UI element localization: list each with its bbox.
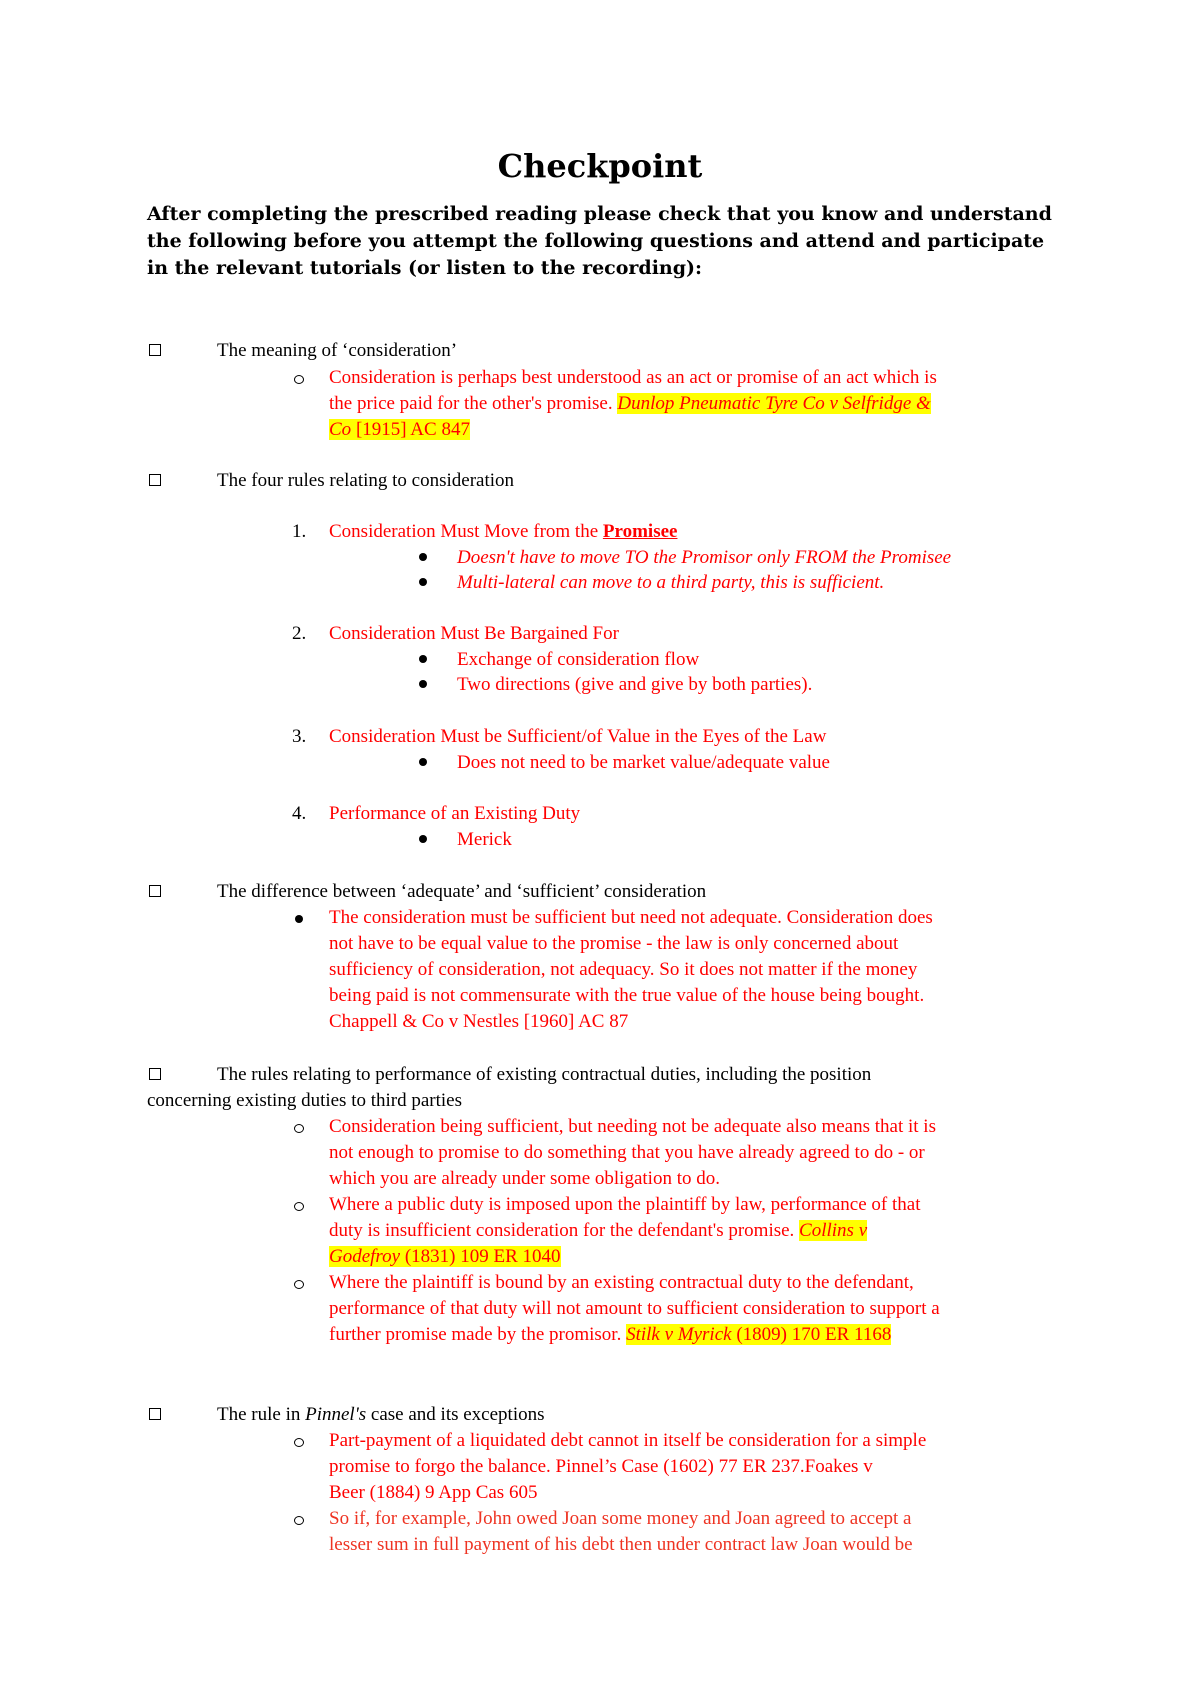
- rule-1: [329, 519, 677, 545]
- pinnel-point-2-line-1: So if, for example, John owed Joan some money and Joan agreed to accept a: [329, 1508, 912, 1529]
- adequacy-text-line-2: not have to be equal value to the promise - the law is only concerned about: [329, 933, 899, 954]
- consideration-definition-line-2: [329, 391, 931, 417]
- existing-duty-point-2-line-3: [329, 1244, 561, 1270]
- consideration-definition-line-1: Consideration is perhaps best understood as an act or promise of an act which is: [329, 367, 937, 388]
- intro-paragraph: After completing the prescribed reading please check that you know and understand the following before you attempt the following questions and attend and participate in the relevant tutorials (or listen to the recording):: [147, 203, 1052, 279]
- case-citation-collins-cont: Godefroy: [329, 1246, 401, 1267]
- circle-bullet-icon: [294, 375, 304, 384]
- bullet-icon: [419, 680, 427, 688]
- existing-duty-point-2-text: duty is insufficient consideration for the defendant's promise.: [329, 1220, 800, 1241]
- case-citation-dunlop-ref: [1915] AC 847: [351, 419, 470, 440]
- checkbox-icon[interactable]: [149, 344, 161, 356]
- pinnel-point-1-line-2: promise to forgo the balance. Pinnel’s Case (1602) 77 ER 237.Foakes v: [329, 1456, 873, 1477]
- existing-duty-point-1-line-3: which you are already under some obligation to do.: [329, 1168, 720, 1189]
- adequacy-text-line-3: sufficiency of consideration, not adequacy. So it does not matter if the money: [329, 959, 918, 980]
- heading-case-name: Pinnel's: [305, 1404, 367, 1425]
- rule-2-sub-1: Exchange of consideration flow: [457, 649, 700, 670]
- rule-number: 4.: [292, 803, 307, 824]
- section-heading-pinnels-case: [217, 1402, 545, 1428]
- existing-duty-point-3-text: further promise made by the promisor.: [329, 1324, 627, 1345]
- bullet-icon: [419, 835, 427, 843]
- rule-4: Performance of an Existing Duty: [329, 803, 581, 824]
- rule-1-sub-1: Doesn't have to move TO the Promisor only FROM the Promisee: [457, 547, 952, 568]
- existing-duty-point-1-line-2: not enough to promise to do something that you have already agreed to do - or: [329, 1142, 925, 1163]
- adequacy-text-line-4: being paid is not commensurate with the true value of the house being bought.: [329, 985, 925, 1006]
- rule-1-text: Consideration Must Move from the: [329, 521, 603, 542]
- circle-bullet-icon: [294, 1124, 304, 1133]
- section-heading-adequate-sufficient: The difference between ‘adequate’ and ‘sufficient’ consideration: [217, 881, 707, 902]
- case-citation-dunlop: Dunlop Pneumatic Tyre Co v Selfridge &: [617, 393, 931, 414]
- existing-duty-point-1-line-1: Consideration being sufficient, but needing not be adequate also means that it is: [329, 1116, 936, 1137]
- heading-text: The rule in: [217, 1404, 306, 1425]
- rule-number: 2.: [292, 623, 307, 644]
- case-citation-collins-ref: (1831) 109 ER 1040: [400, 1246, 561, 1267]
- bullet-icon: [419, 553, 427, 561]
- rule-number: 1.: [292, 521, 307, 542]
- adequacy-text-line-5: Chappell & Co v Nestles [1960] AC 87: [329, 1011, 629, 1032]
- case-citation-stilk-ref: (1809) 170 ER 1168: [731, 1324, 892, 1345]
- checkbox-icon[interactable]: [149, 885, 161, 897]
- bullet-icon: [419, 578, 427, 586]
- case-citation-collins: Collins v: [799, 1220, 868, 1241]
- existing-duty-point-3-line-2: performance of that duty will not amount to sufficient consideration to support a: [329, 1298, 940, 1319]
- rule-3: Consideration Must be Sufficient/of Value in the Eyes of the Law: [329, 726, 827, 747]
- pinnel-point-2-line-2: lesser sum in full payment of his debt then under contract law Joan would be: [329, 1534, 913, 1555]
- bullet-icon: [419, 758, 427, 766]
- heading-text-end: case and its exceptions: [366, 1404, 545, 1425]
- pinnel-point-1-line-1: Part-payment of a liquidated debt cannot in itself be consideration for a simple: [329, 1430, 927, 1451]
- section-heading-existing-duties-cont: concerning existing duties to third parties: [147, 1090, 463, 1111]
- bullet-icon: [419, 655, 427, 663]
- adequacy-text-line-1: The consideration must be sufficient but need not adequate. Consideration does: [329, 907, 933, 928]
- consideration-definition-line-3: [329, 417, 470, 443]
- rule-3-sub-1: Does not need to be market value/adequate value: [457, 752, 830, 773]
- bullet-icon: [295, 915, 303, 923]
- existing-duty-point-2-line-1: Where a public duty is imposed upon the plaintiff by law, performance of that: [329, 1194, 921, 1215]
- section-heading-existing-duties: The rules relating to performance of existing contractual duties, including the position: [217, 1064, 872, 1085]
- circle-bullet-icon: [294, 1516, 304, 1525]
- case-citation-stilk: Stilk v Myrick: [626, 1324, 732, 1345]
- checkbox-icon[interactable]: [149, 474, 161, 486]
- existing-duty-point-3-line-3: [329, 1322, 891, 1348]
- consideration-definition-text: the price paid for the other's promise.: [329, 393, 618, 414]
- circle-bullet-icon: [294, 1438, 304, 1447]
- existing-duty-point-3-line-1: Where the plaintiff is bound by an existing contractual duty to the defendant,: [329, 1272, 914, 1293]
- rule-number: 3.: [292, 726, 307, 747]
- pinnel-point-1-line-3: Beer (1884) 9 App Cas 605: [329, 1482, 538, 1503]
- checkbox-icon[interactable]: [149, 1068, 161, 1080]
- rule-1-sub-2: Multi-lateral can move to a third party, this is sufficient.: [457, 572, 885, 593]
- section-heading-meaning: The meaning of ‘consideration’: [217, 340, 458, 361]
- page-title: Checkpoint: [497, 147, 703, 185]
- circle-bullet-icon: [294, 1280, 304, 1289]
- rule-1-emphasis: Promisee: [602, 521, 678, 542]
- rule-2-sub-2: Two directions (give and give by both parties).: [457, 674, 813, 695]
- circle-bullet-icon: [294, 1202, 304, 1211]
- section-heading-four-rules: The four rules relating to consideration: [217, 470, 515, 491]
- rule-4-sub-1: Merick: [457, 829, 512, 850]
- existing-duty-point-2-line-2: [329, 1218, 867, 1244]
- rule-2: Consideration Must Be Bargained For: [329, 623, 619, 644]
- checkbox-icon[interactable]: [149, 1408, 161, 1420]
- case-citation-dunlop-cont: Co: [329, 419, 352, 440]
